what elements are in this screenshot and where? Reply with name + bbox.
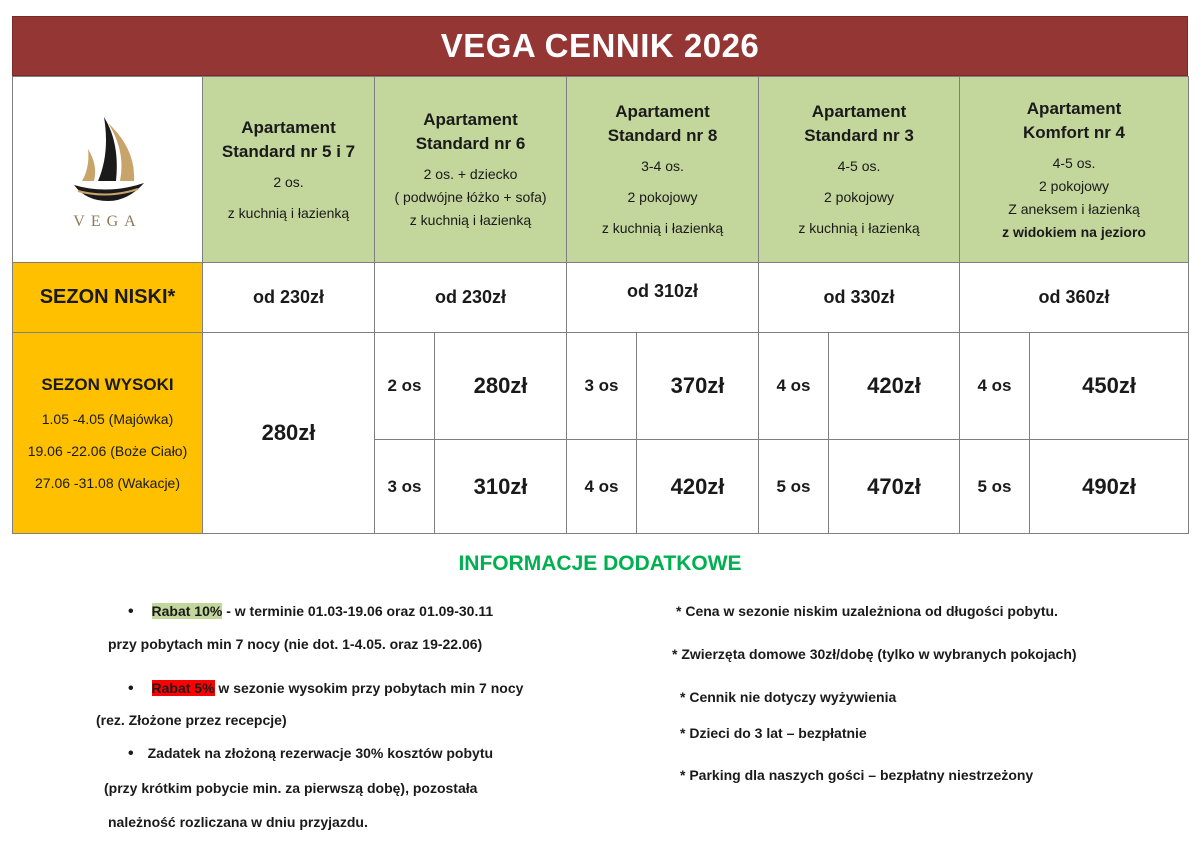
persons-5b: 5 os bbox=[960, 440, 1030, 534]
persons-5a: 4 os bbox=[960, 333, 1030, 440]
persons-4a: 4 os bbox=[759, 333, 829, 440]
high-season-label: SEZON WYSOKI bbox=[41, 375, 174, 394]
note-zadatek-line3: należność rozliczana w dniu przyjazdu. bbox=[108, 814, 368, 830]
sailboat-icon bbox=[68, 109, 148, 209]
persons-4b: 5 os bbox=[759, 440, 829, 534]
low-price-5: od 360zł bbox=[960, 263, 1189, 333]
low-price-3: od 310zł bbox=[567, 263, 759, 333]
apartment-header-4: Apartament Standard nr 3 4-5 os. 2 pokojowy z kuchnią i łazienką bbox=[759, 77, 960, 263]
low-price-1: od 230zł bbox=[203, 263, 375, 333]
note-rabat5: • Rabat 5% w sezonie wysokim przy pobytach min 7 nocy bbox=[128, 680, 523, 698]
note-right-2: * Zwierzęta domowe 30zł/dobę (tylko w wybranych pokojach) bbox=[672, 646, 1077, 662]
high-price-1: 280zł bbox=[203, 333, 375, 534]
info-title: INFORMACJE DODATKOWE bbox=[458, 552, 742, 575]
note-right-1: * Cena w sezonie niskim uzależniona od długości pobytu. bbox=[676, 603, 1058, 619]
low-price-2: od 230zł bbox=[375, 263, 567, 333]
high-price-2b: 310zł bbox=[435, 440, 567, 534]
note-rabat10: • Rabat 10% - w terminie 01.03-19.06 oraz 01.09-30.11 bbox=[128, 603, 493, 621]
persons-2b: 3 os bbox=[375, 440, 435, 534]
apartment-header-2: Apartament Standard nr 6 2 os. + dziecko ( podwójne łóżko + sofa) z kuchnią i łazienką bbox=[375, 77, 567, 263]
logo-cell bbox=[13, 77, 203, 263]
high-season-label-cell bbox=[13, 333, 203, 534]
header-row bbox=[13, 77, 1189, 263]
apartment-header-5: Apartament Komfort nr 4 4-5 os. 2 pokojowy Z aneksem i łazienką z widokiem na jezioro bbox=[960, 77, 1189, 263]
note-right-4: * Dzieci do 3 lat – bezpłatnie bbox=[680, 725, 867, 741]
note-zadatek: • Zadatek na złożoną rezerwacje 30% kosztów pobytu bbox=[128, 745, 493, 763]
high-season-date-2: 19.06 -22.06 (Boże Ciało) bbox=[27, 443, 188, 459]
high-season-date-3: 27.06 -31.08 (Wakacje) bbox=[35, 475, 180, 491]
note-rabat5-line2: (rez. Złożone przez recepcje) bbox=[96, 712, 287, 728]
apartment-header-1: Apartament Standard nr 5 i 7 2 os. z kuchnią i łazienką bbox=[203, 77, 375, 263]
persons-2a: 2 os bbox=[375, 333, 435, 440]
high-price-3a: 370zł bbox=[637, 333, 759, 440]
note-right-5: * Parking dla naszych gości – bezpłatny niestrzeżony bbox=[680, 767, 1034, 783]
apartment-header-3: Apartament Standard nr 8 3-4 os. 2 pokojowy z kuchnią i łazienką bbox=[567, 77, 759, 263]
persons-3b: 4 os bbox=[567, 440, 637, 534]
high-price-4b: 470zł bbox=[829, 440, 960, 534]
price-list-title: VEGA CENNIK 2026 bbox=[12, 16, 1188, 76]
price-table bbox=[12, 76, 1189, 534]
high-season-date-1: 1.05 -4.05 (Majówka) bbox=[41, 411, 174, 427]
persons-3a: 3 os bbox=[567, 333, 637, 440]
high-season-row-1 bbox=[13, 333, 1189, 440]
high-price-5a: 450zł bbox=[1030, 333, 1189, 440]
high-price-3b: 420zł bbox=[637, 440, 759, 534]
logo-text: VEGA bbox=[73, 212, 142, 230]
high-price-5b: 490zł bbox=[1030, 440, 1189, 534]
low-season-label: SEZON NISKI* bbox=[13, 263, 203, 333]
rabat5-highlight: Rabat 5% bbox=[151, 680, 215, 696]
rabat10-highlight: Rabat 10% bbox=[151, 603, 223, 619]
low-price-4: od 330zł bbox=[759, 263, 960, 333]
high-price-2a: 280zł bbox=[435, 333, 567, 440]
low-season-row bbox=[13, 263, 1189, 333]
note-zadatek-line2: (przy krótkim pobycie min. za pierwszą dobę), pozostała bbox=[104, 780, 478, 796]
note-rabat10-line2: przy pobytach min 7 nocy (nie dot. 1-4.05. oraz 19-22.06) bbox=[108, 636, 483, 652]
note-right-3: * Cennik nie dotyczy wyżywienia bbox=[680, 689, 897, 705]
high-price-4a: 420zł bbox=[829, 333, 960, 440]
